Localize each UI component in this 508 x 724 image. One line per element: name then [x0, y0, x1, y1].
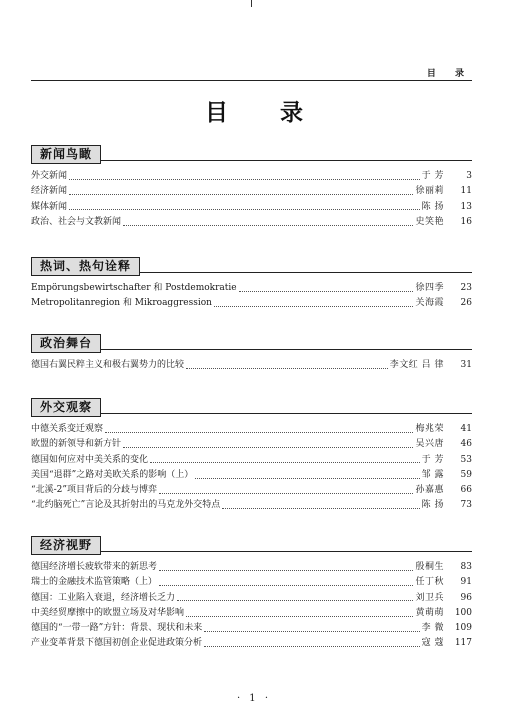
dot-leader	[69, 178, 420, 180]
entry-page: 31	[460, 360, 472, 370]
entry-page: 26	[460, 298, 472, 309]
entry-author: 陈 扬	[421, 500, 444, 511]
entry-title: 外交新闻	[31, 171, 68, 181]
entry-author: 吴兴唐	[415, 439, 444, 450]
entry-page: 73	[460, 500, 472, 511]
toc-entry[interactable]	[31, 437, 472, 452]
section-hot-words	[31, 255, 472, 312]
section-header	[31, 332, 472, 352]
entry-author: 于 芳	[421, 454, 444, 465]
section-diplomacy	[31, 396, 472, 514]
entry-author: 史笑艳	[415, 216, 444, 227]
entry-author: 于 芳	[421, 171, 444, 181]
header-rule	[31, 80, 472, 81]
dot-leader	[150, 461, 420, 463]
dot-leader	[214, 305, 414, 307]
section-politics	[31, 332, 472, 373]
entry-author: 徐四季	[415, 283, 444, 293]
dot-leader	[195, 477, 419, 479]
entry-author: 陈 扬	[421, 201, 444, 212]
dot-leader	[204, 630, 419, 632]
entry-page: 3	[466, 171, 472, 181]
section-economy	[31, 534, 472, 652]
dot-leader	[186, 367, 388, 369]
entry-author: 邹 露	[421, 469, 444, 480]
toc-entry[interactable]	[31, 453, 472, 468]
toc-entry[interactable]	[31, 636, 472, 651]
dot-leader	[239, 290, 414, 292]
toc-entry[interactable]	[31, 296, 472, 311]
entry-page: 109	[454, 623, 472, 634]
toc-entry[interactable]	[31, 358, 472, 373]
toc-entry[interactable]	[31, 498, 472, 513]
page-title: 目 录	[204, 99, 325, 126]
entry-author: 李文红 吕 律	[389, 360, 444, 370]
entry-title: 瑞士的金融技术监管策略（上）	[31, 577, 158, 588]
entry-title: 德国：工业陷入衰退，经济增长乏力	[31, 592, 176, 603]
entry-title: Empörungsbewirtschafter 和 Postdemokratie	[31, 283, 237, 293]
entry-author: 黄萌萌	[415, 607, 444, 618]
entry-page: 59	[460, 469, 472, 480]
entry-author: 任丁秋	[415, 577, 444, 588]
entry-page: 91	[460, 577, 472, 588]
toc-entry[interactable]	[31, 591, 472, 606]
entry-page: 23	[460, 283, 472, 293]
entry-page: 117	[454, 638, 472, 649]
entry-author: 刘卫兵	[415, 592, 444, 603]
toc-entry[interactable]	[31, 483, 472, 498]
toc-entry[interactable]	[31, 184, 472, 199]
section-header	[31, 255, 472, 275]
entry-author: 关海霞	[415, 298, 444, 309]
dot-leader	[69, 208, 420, 210]
dot-leader	[159, 569, 413, 571]
entry-page: 46	[460, 439, 472, 450]
dot-leader	[123, 224, 413, 226]
entry-title: “北约脑死亡”言论及其折射出的马克龙外交特点	[31, 500, 221, 511]
entry-author: 寇 蔻	[421, 638, 444, 649]
entry-title: 中美经贸摩擦中的欧盟立场及对华影响	[31, 607, 185, 618]
entry-page: 96	[460, 592, 472, 603]
toc-list	[31, 169, 472, 230]
toc-entry[interactable]	[31, 200, 472, 215]
entry-title: 美国“退群”之路对美欧关系的影响（上）	[31, 469, 194, 480]
entry-author: 徐丽莉	[415, 186, 444, 197]
entry-author: 梅兆荣	[415, 424, 444, 434]
toc-entry[interactable]	[31, 606, 472, 621]
section-label: 经济视野	[31, 536, 101, 555]
entry-title: 产业变革背景下德国初创企业促进政策分析	[31, 638, 203, 649]
toc-entry[interactable]	[31, 575, 472, 590]
toc-entry[interactable]	[31, 468, 472, 483]
entry-title: 政治、社会与文教新闻	[31, 216, 122, 227]
entry-page: 41	[460, 424, 472, 434]
entry-title: 德国右翼民粹主义和极右翼势力的比较	[31, 360, 185, 370]
entry-title: 经济新闻	[31, 186, 68, 197]
section-header	[31, 396, 472, 416]
section-news-overview	[31, 143, 472, 230]
entry-title: 欧盟的新领导和新方针	[31, 439, 122, 450]
entry-page: 53	[460, 454, 472, 465]
dot-leader	[222, 507, 419, 509]
entry-page: 16	[460, 216, 472, 227]
entry-author: 殷桐生	[415, 562, 444, 572]
entry-title: 德国的“一带一路”方针：背景、现状和未来	[31, 623, 203, 634]
entry-page: 83	[460, 562, 472, 572]
dot-leader	[123, 446, 413, 448]
dot-leader	[204, 645, 420, 647]
section-label: 外交观察	[31, 398, 101, 417]
dot-leader	[159, 492, 414, 494]
toc-entry[interactable]	[31, 422, 472, 437]
section-label: 政治舞台	[31, 334, 101, 353]
dot-leader	[105, 431, 413, 433]
toc-list	[31, 281, 472, 312]
entry-author: 李 微	[421, 623, 444, 634]
entry-title: 德国经济增长疲软带来的新思考	[31, 562, 158, 572]
entry-title: 德国如何应对中美关系的变化	[31, 454, 149, 465]
section-header	[31, 143, 472, 163]
toc-entry[interactable]	[31, 215, 472, 230]
dot-leader	[69, 193, 413, 195]
dot-leader	[159, 584, 413, 586]
toc-list	[31, 422, 472, 514]
entry-title: Metropolitanregion 和 Mikroaggression	[31, 298, 212, 309]
crop-mark	[251, 0, 252, 7]
toc-entry[interactable]	[31, 560, 472, 575]
section-label: 热词、热句诠释	[31, 257, 140, 276]
dot-leader	[186, 615, 413, 617]
entry-page: 100	[454, 607, 472, 618]
toc-list	[31, 358, 472, 373]
entry-author: 孙嘉惠	[415, 485, 444, 496]
section-label: 新闻鸟瞰	[31, 145, 101, 164]
page-number: · 1 ·	[236, 693, 272, 704]
entry-page: 66	[460, 485, 472, 496]
entry-title: “北溪-2”项目背后的分歧与博弈	[31, 485, 157, 496]
section-header	[31, 534, 472, 554]
entry-title: 媒体新闻	[31, 201, 68, 212]
entry-page: 13	[460, 201, 472, 212]
toc-list	[31, 560, 472, 652]
running-head: 目 录	[426, 69, 472, 79]
toc-entry[interactable]	[31, 169, 472, 184]
toc-entry[interactable]	[31, 621, 472, 636]
toc-entry[interactable]	[31, 281, 472, 296]
entry-page: 11	[460, 186, 472, 197]
dot-leader	[177, 599, 413, 601]
entry-title: 中德关系变迁观察	[31, 424, 104, 434]
